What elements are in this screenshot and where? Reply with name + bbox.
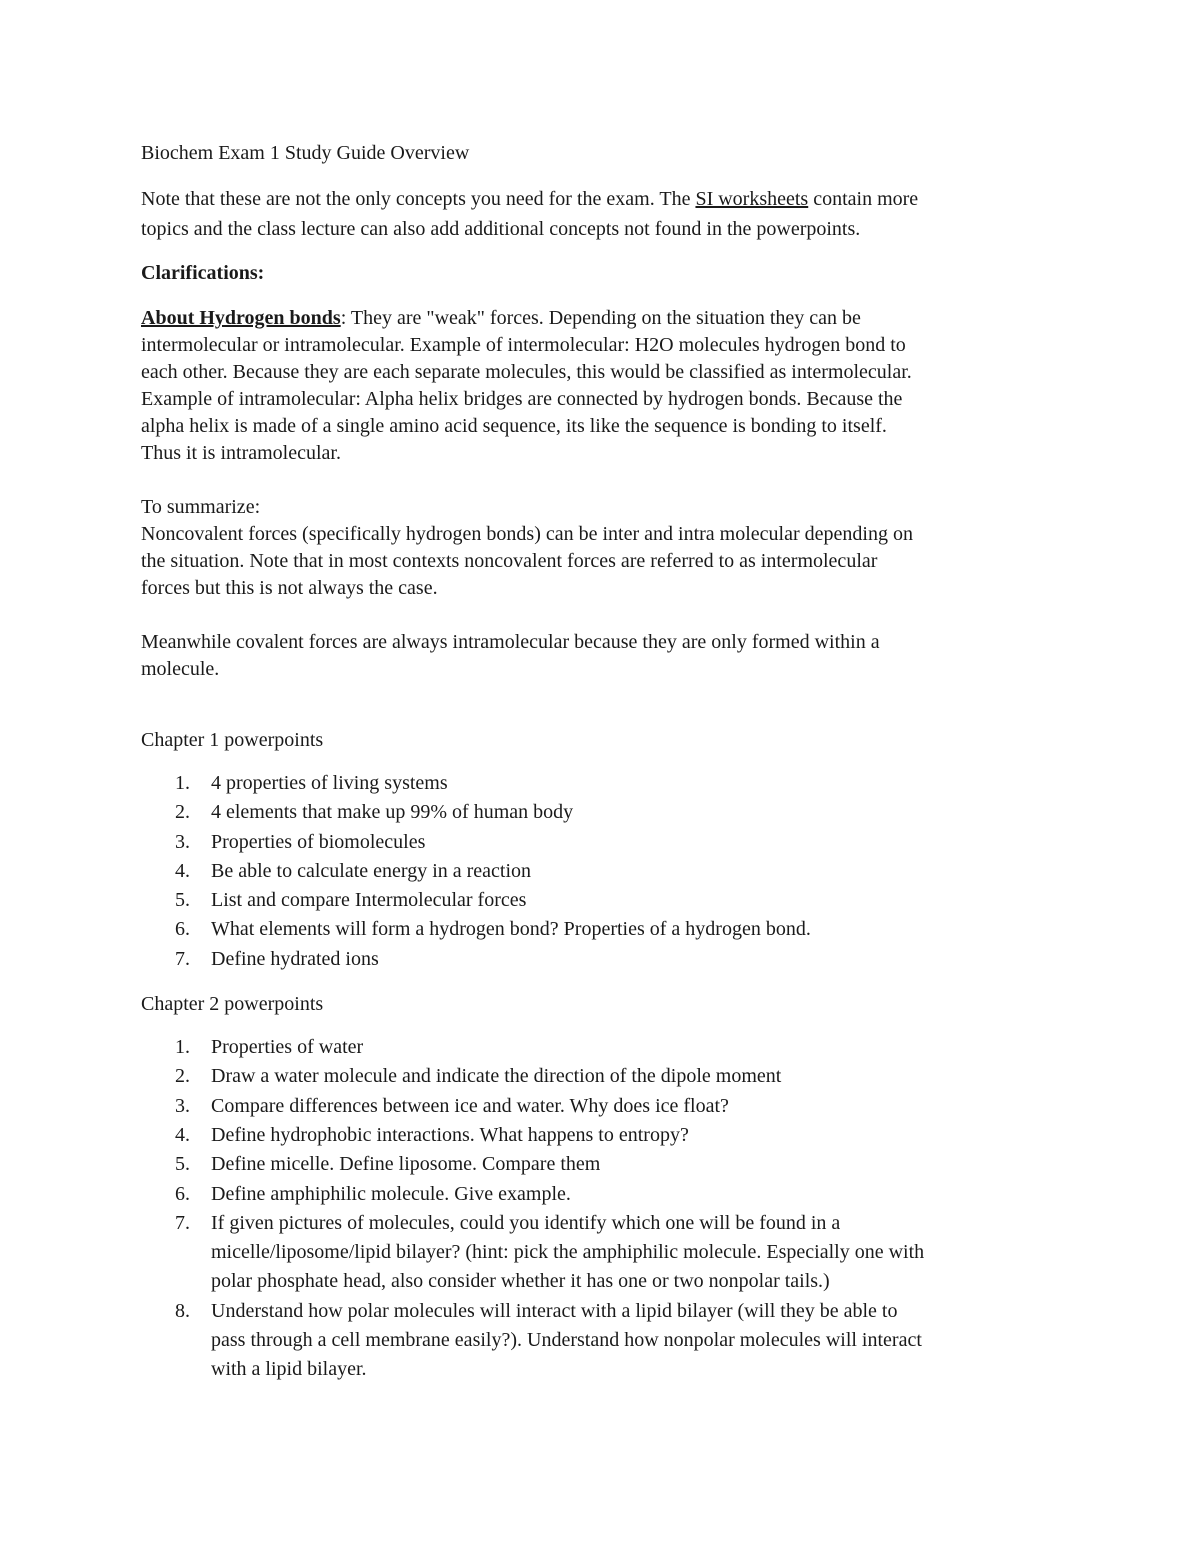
chapter-1-title: Chapter 1 powerpoints (141, 729, 324, 751)
list-item-number: 6. (175, 918, 190, 941)
document-page (141, 140, 1061, 1385)
list-item (141, 769, 1061, 798)
list-item-text: Properties of water (211, 1036, 364, 1059)
hydrogen-bonds-heading: About Hydrogen bonds (141, 307, 341, 329)
intro-note-before-link: Note that these are not the only concepts you need for the exam. The (141, 188, 696, 210)
list-item-number: 1. (175, 772, 190, 794)
list-item (141, 1092, 1061, 1121)
list-item-text: 4 properties of living systems (211, 772, 448, 794)
list-item (141, 798, 1061, 827)
list-item-number: 2. (175, 1065, 190, 1088)
clarifications-heading: Clarifications: (141, 262, 265, 284)
list-item (141, 1180, 1061, 1209)
list-item-number: 4. (175, 1123, 190, 1146)
list-item-text: Define amphiphilic molecule. Give example. (211, 1182, 571, 1205)
list-item-text (211, 1297, 1061, 1385)
chapter-2-title: Chapter 2 powerpoints (141, 993, 324, 1016)
hydrogen-bonds-line: Example of intramolecular: Alpha helix bridges are connected by hydrogen bonds. Because the (141, 388, 903, 410)
list-item-text: Define hydrated ions (211, 947, 379, 970)
intro-note-after-link: contain more (808, 188, 919, 210)
summary-paragraph (141, 494, 1061, 602)
list-item-text: Be able to calculate energy in a reaction (211, 859, 532, 882)
list-item-number: 7. (175, 947, 190, 970)
list-item-line: with a lipid bilayer. (211, 1358, 367, 1381)
list-item (141, 886, 1061, 915)
summary-line: the situation. Note that in most contexts noncovalent forces are referred to as intermolecular (141, 550, 878, 572)
covalent-line: Meanwhile covalent forces are always intramolecular because they are only formed within a (141, 631, 880, 653)
list-item-line: polar phosphate head, also consider whether it has one or two nonpolar tails.) (211, 1270, 830, 1293)
hydrogen-bonds-line: each other. Because they are each separate molecules, this would be classified as intermolecular. (141, 361, 912, 383)
covalent-line: molecule. (141, 658, 220, 680)
summary-line: To summarize: (141, 496, 261, 518)
list-item-number: 3. (175, 1094, 190, 1117)
list-item-text: What elements will form a hydrogen bond? Properties of a hydrogen bond. (211, 918, 811, 941)
intro-note-line-2: topics and the class lecture can also add additional concepts not found in the powerpoints. (141, 218, 861, 240)
list-item-number: 4. (175, 859, 190, 882)
hydrogen-bonds-line (141, 305, 1061, 332)
list-item-number: 1. (175, 1036, 190, 1059)
hydrogen-bonds-line: intermolecular or intramolecular. Example of intermolecular: H2O molecules hydrogen bond to (141, 334, 906, 356)
list-item (141, 1209, 1061, 1297)
list-item (141, 1062, 1061, 1091)
list-item-line: pass through a cell membrane easily?). Understand how nonpolar molecules will interact (211, 1329, 922, 1352)
hydrogen-bonds-line: alpha helix is made of a single amino acid sequence, its like the sequence is bonding to itself. (141, 415, 887, 437)
list-item-number: 6. (175, 1182, 190, 1205)
list-item-text: Define micelle. Define liposome. Compare them (211, 1153, 601, 1176)
summary-line: forces but this is not always the case. (141, 577, 438, 599)
chapter-1-list (141, 769, 1061, 974)
list-item (141, 1121, 1061, 1150)
list-item (141, 857, 1061, 886)
list-item-number: 5. (175, 889, 190, 912)
list-item-text: Properties of biomolecules (211, 830, 426, 853)
list-item-number: 2. (175, 801, 190, 824)
list-item (141, 1033, 1061, 1062)
chapter-2-list (141, 1033, 1061, 1385)
list-item-number: 3. (175, 830, 190, 853)
list-item-line: micelle/liposome/lipid bilayer? (hint: pick the amphiphilic molecule. Especially one with (211, 1241, 925, 1264)
si-worksheets-link[interactable]: SI worksheets (695, 188, 809, 210)
hydrogen-bonds-paragraph (141, 305, 1061, 467)
intro-note (141, 184, 1061, 244)
list-item-line: If given pictures of molecules, could you identify which one will be found in a (211, 1211, 841, 1234)
list-item (141, 1150, 1061, 1179)
list-item-number: 5. (175, 1153, 190, 1176)
list-item (141, 915, 1061, 944)
covalent-paragraph (141, 629, 1061, 683)
list-item-number: 8. (175, 1299, 190, 1322)
list-item-line: Understand how polar molecules will interact with a lipid bilayer (will they be able to (211, 1299, 898, 1322)
list-item (141, 828, 1061, 857)
list-item-text: 4 elements that make up 99% of human body (211, 801, 574, 824)
list-item-text (211, 1209, 1061, 1297)
list-item-text: Compare differences between ice and water. Why does ice float? (211, 1094, 729, 1117)
hydrogen-bonds-line: Thus it is intramolecular. (141, 442, 341, 464)
list-item-text: Draw a water molecule and indicate the direction of the dipole moment (211, 1065, 782, 1088)
list-item (141, 945, 1061, 974)
list-item-text: List and compare Intermolecular forces (211, 889, 527, 912)
list-item-text: Define hydrophobic interactions. What happens to entropy? (211, 1123, 689, 1146)
list-item-number: 7. (175, 1211, 190, 1234)
intro-note-line-1 (141, 184, 1061, 214)
list-item (141, 1297, 1061, 1385)
document-title: Biochem Exam 1 Study Guide Overview (141, 142, 470, 164)
hydrogen-bonds-line-text: : They are "weak" forces. Depending on the situation they can be (340, 307, 861, 329)
summary-line: Noncovalent forces (specifically hydrogen bonds) can be inter and intra molecular depending on (141, 523, 913, 545)
